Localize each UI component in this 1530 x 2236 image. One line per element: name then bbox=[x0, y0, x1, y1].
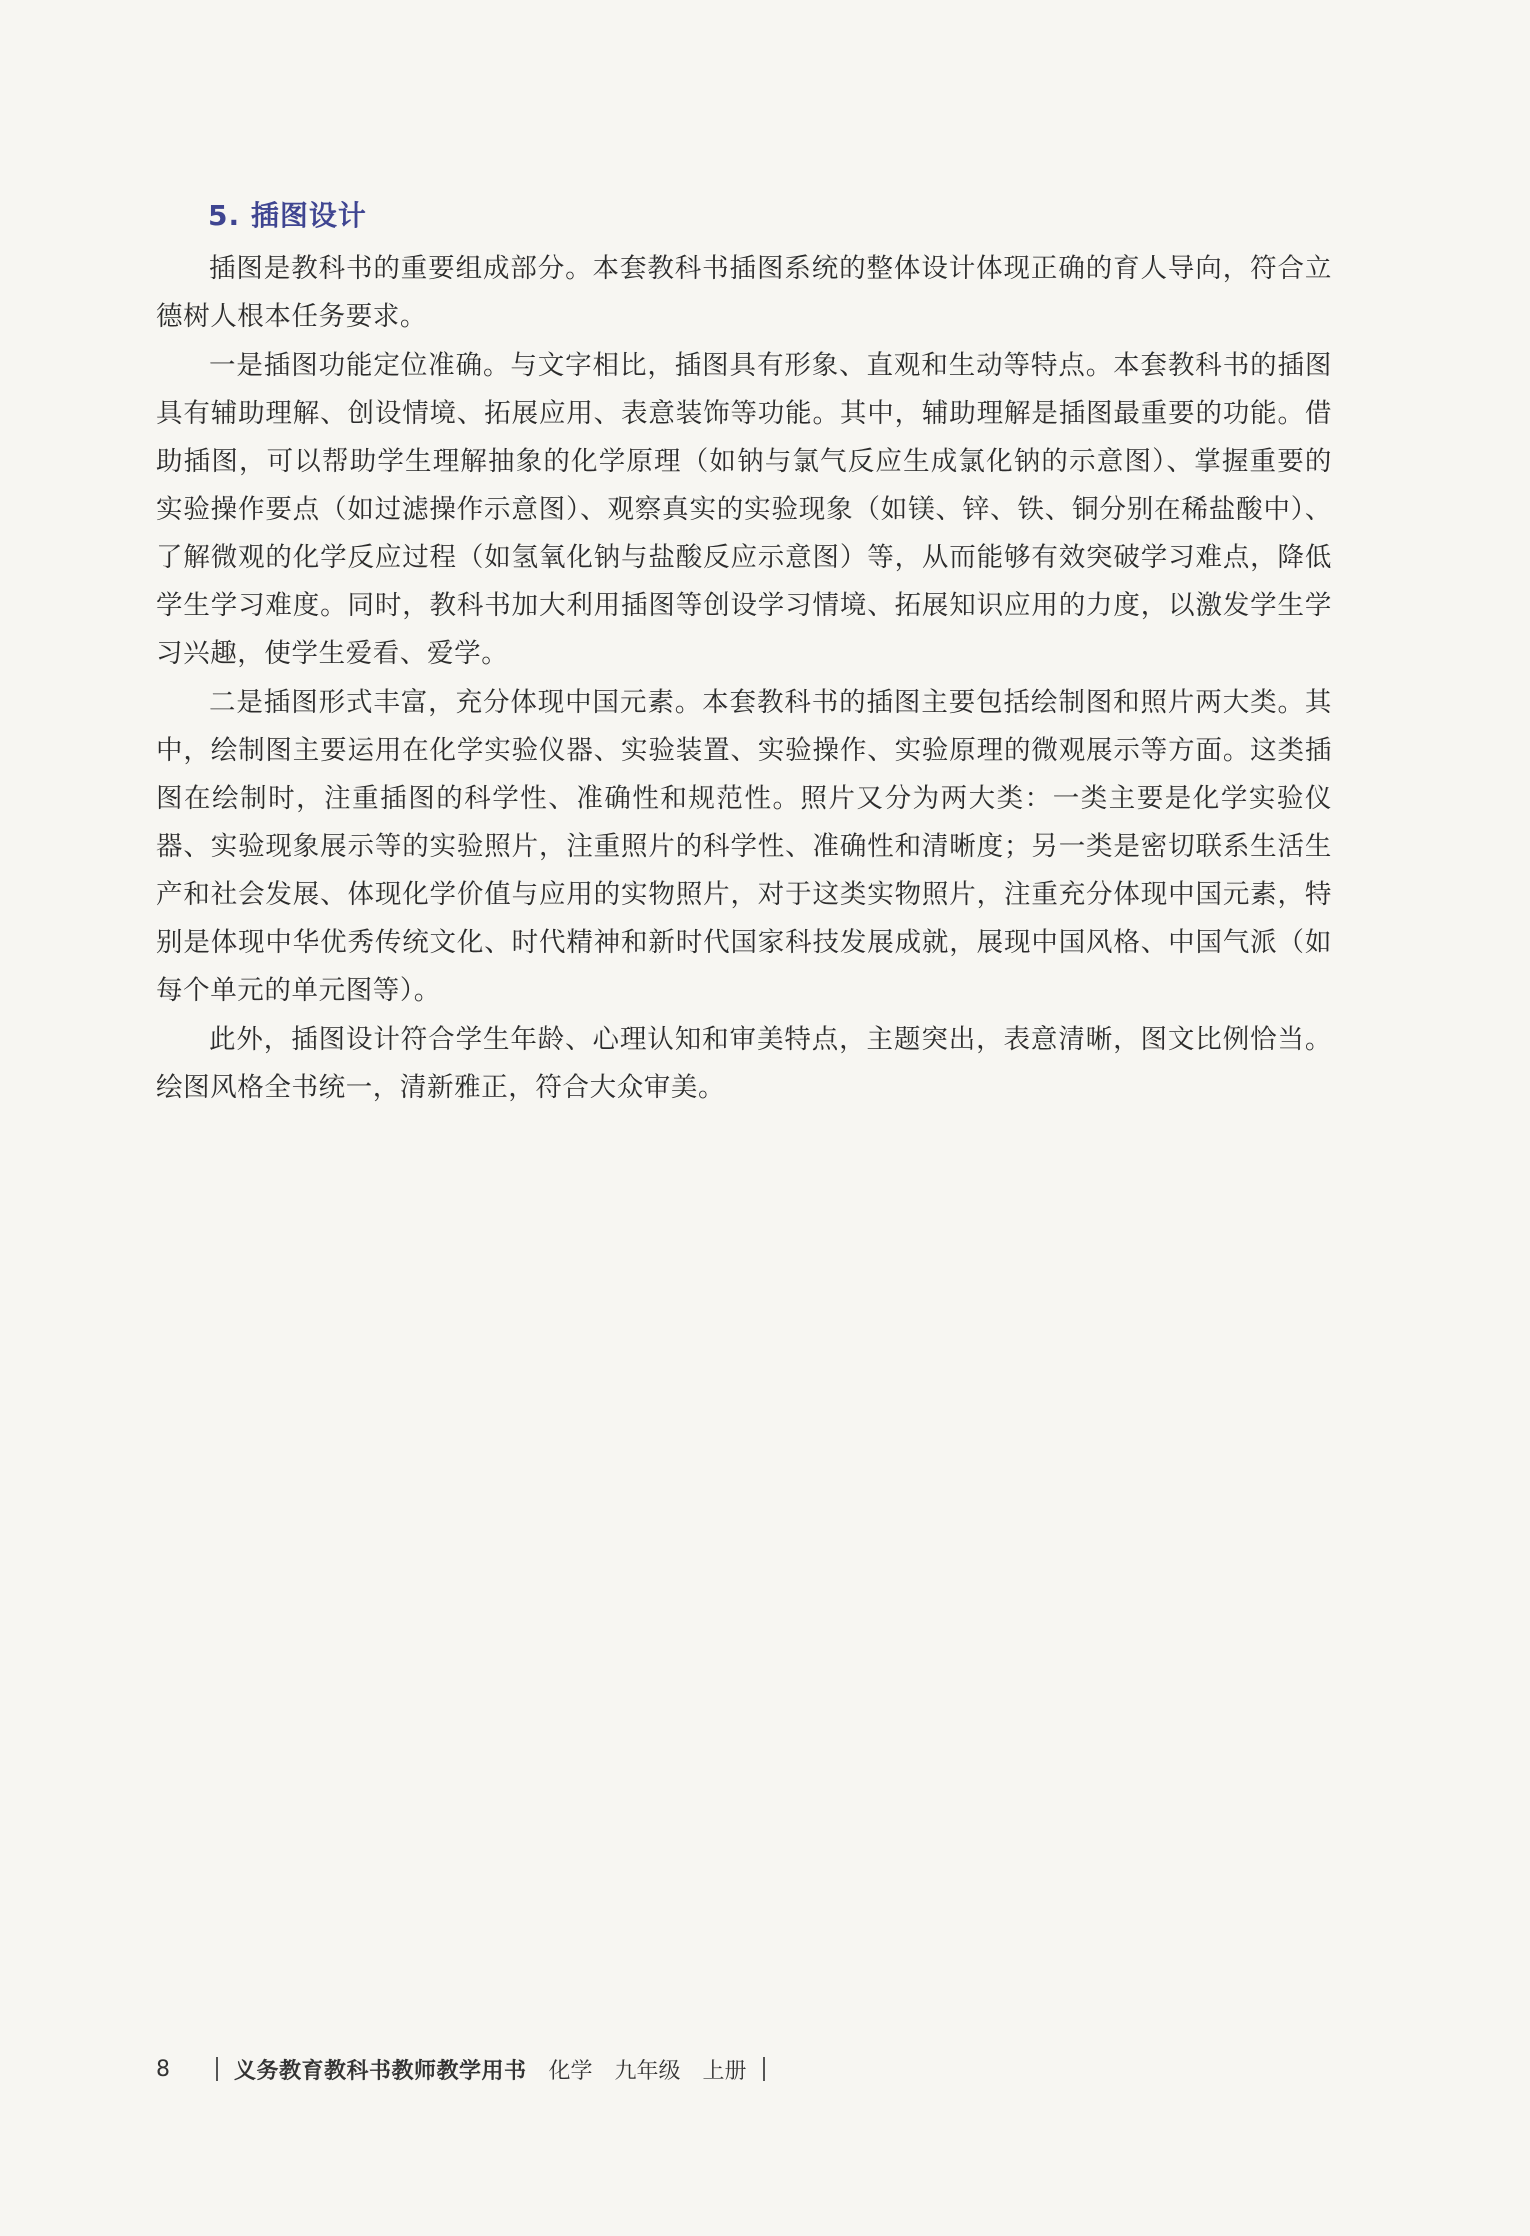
volume-label: 上册 bbox=[702, 2058, 747, 2084]
paragraph-form: 二是插图形式丰富，充分体现中国元素。本套教科书的插图主要包括绘制图和照片两大类。其中，绘制图主要运用在化学实验仪器、实验装置、实验操作、实验原理的微观展示等方面。这类插图在绘制时，注重插图的科学性、准确性和规范性。照片又分为两大类：一类主要是化学实验仪器、实验现象展示等的实验照片，注重照片的科学性、准确性和清晰度；另一类是密切联系生活生产和社会发展、体现化学价值与应用的实物照片，对于这类实物照片，注重充分体现中国元素，特别是体现中华优秀传统文化、时代精神和新时代国家科技发展成就，展现中国风格、中国气派（如每个单元的单元图等）。 bbox=[156, 687, 1332, 1006]
book-title: 义务教育教科书教师教学用书 bbox=[234, 2058, 527, 2084]
paragraph-intro: 插图是教科书的重要组成部分。本套教科书插图系统的整体设计体现正确的育人导向，符合立德树人根本任务要求。 bbox=[156, 253, 1332, 332]
footer-divider bbox=[216, 2057, 218, 2081]
page-number: 8 bbox=[156, 2056, 170, 2082]
body-text bbox=[156, 245, 1332, 1113]
paragraph-conclusion: 此外，插图设计符合学生年龄、心理认知和审美特点，主题突出，表意清晰，图文比例恰当。绘图风格全书统一，清新雅正，符合大众审美。 bbox=[156, 1024, 1332, 1103]
page-footer bbox=[156, 2049, 781, 2089]
grade-label: 九年级 bbox=[614, 2058, 681, 2084]
footer-divider-end bbox=[763, 2057, 765, 2081]
section-heading: 5. 插图设计 bbox=[208, 199, 367, 232]
paragraph-function: 一是插图功能定位准确。与文字相比，插图具有形象、直观和生动等特点。本套教科书的插图具有辅助理解、创设情境、拓展应用、表意装饰等功能。其中，辅助理解是插图最重要的功能。借助插图，可以帮助学生理解抽象的化学原理（如钠与氯气反应生成氯化钠的示意图）、掌握重要的实验操作要点（如过滤操作示意图）、观察真实的实验现象（如镁、锌、铁、铜分别在稀盐酸中）、了解微观的化学反应过程（如氢氧化钠与盐酸反应示意图）等，从而能够有效突破学习难点，降低学生学习难度。同时，教科书加大利用插图等创设学习情境、拓展知识应用的力度，以激发学生学习兴趣，使学生爱看、爱学。 bbox=[156, 350, 1332, 669]
subject-label: 化学 bbox=[548, 2058, 593, 2084]
